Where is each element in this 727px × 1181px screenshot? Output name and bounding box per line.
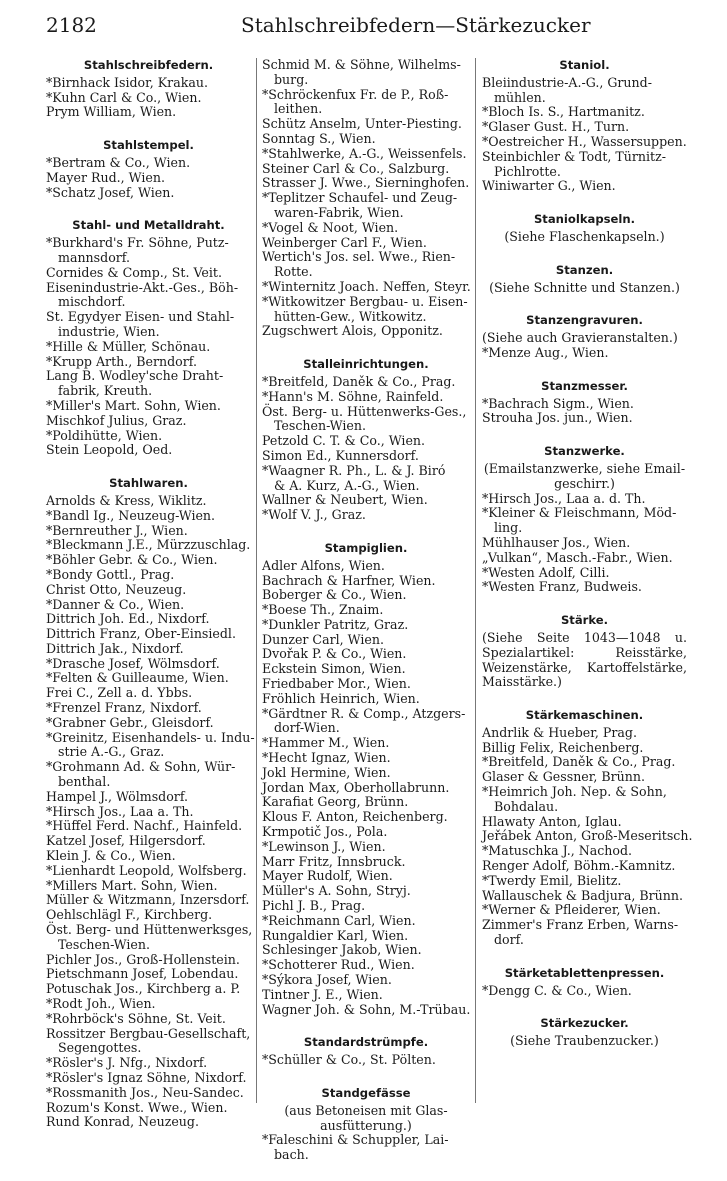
directory-entry: Tintner J. E., Wien. xyxy=(262,986,383,1002)
section-note: (Siehe Traubenzucker.) xyxy=(510,1033,659,1049)
directory-entry: Boberger & Co., Wien. xyxy=(262,587,407,603)
directory-section xyxy=(46,58,251,120)
directory-entry: Dittrich Jak., Nixdorf. xyxy=(46,640,184,656)
directory-entry: Rozum's Konst. Wwe., Wien. xyxy=(46,1099,228,1115)
directory-entry: Pichl J. B., Prag. xyxy=(262,898,366,914)
section-heading: Stärketablettenpressen. xyxy=(504,965,665,980)
directory-entry: Weinberger Carl F., Wien. xyxy=(262,234,427,250)
directory-entry: Strasser J. Wwe., Sierninghofen. xyxy=(262,175,470,191)
directory-section xyxy=(482,313,687,360)
section-heading: Stanzengravuren. xyxy=(526,313,643,328)
directory-entry: Hlawaty Anton, Iglau. xyxy=(482,813,622,829)
directory-entry: Mayer Rudolf, Wien. xyxy=(262,868,393,884)
directory-entry: *Burkhard's Fr. Söhne, Putz- mannsdorf. xyxy=(46,235,229,265)
directory-entry: *Dengg C. & Co., Wien. xyxy=(482,982,632,998)
directory-entry: *Bondy Gottl., Prag. xyxy=(46,566,175,582)
directory-entry: Krmpotič Jos., Pola. xyxy=(262,824,388,840)
directory-entry: *Wolf V. J., Graz. xyxy=(262,507,366,523)
directory-entry: Öst. Berg- und Hüttenwerksges, Teschen-Wien. xyxy=(46,922,253,952)
directory-entry: *Schüller & Co., St. Pölten. xyxy=(262,1052,436,1068)
directory-entry: Christ Otto, Neuzeug. xyxy=(46,581,187,597)
directory-entry: *Rossmanith Jos., Neu-Sandec. xyxy=(46,1084,244,1100)
directory-section xyxy=(482,379,687,426)
directory-entry: Stein Leopold, Oed. xyxy=(46,442,173,458)
directory-entry: Müller & Witzmann, Inzersdorf. xyxy=(46,892,250,908)
directory-entry: Klous F. Anton, Reichenberg. xyxy=(262,809,448,825)
directory-entry: *Rodt Joh., Wien. xyxy=(46,996,156,1012)
directory-entry: *Bernreuther J., Wien. xyxy=(46,522,188,538)
section-heading: Stanzwerke. xyxy=(544,444,625,459)
section-note: (Siehe Schnitte und Stanzen.) xyxy=(489,279,680,295)
directory-entry: Mayer Rud., Wien. xyxy=(46,169,165,185)
directory-entry: Rungaldier Karl, Wien. xyxy=(262,927,409,943)
directory-entry: Petzold C. T. & Co., Wien. xyxy=(262,433,426,449)
directory-entry: Sonntag S., Wien. xyxy=(262,130,376,146)
directory-entry: *Grabner Gebr., Gleisdorf. xyxy=(46,714,214,730)
directory-entry: *Hüffel Ferd. Nachf., Hainfeld. xyxy=(46,818,243,834)
directory-section xyxy=(482,212,687,245)
directory-entry: Lang B. Wodley'sche Draht- fabrik, Kreuth. xyxy=(46,368,224,399)
directory-entry: *Gärdtner R. & Comp., Atzgers- dorf-Wien. xyxy=(262,705,466,736)
directory-entry: Bleiindustrie-A.-G., Grund- mühlen. xyxy=(482,74,652,105)
directory-entry: *Breitfeld, Daněk & Co., Prag. xyxy=(482,754,676,770)
directory-entry: *Werner & Pfleiderer, Wien. xyxy=(482,902,661,918)
section-heading: Standardstrümpfe. xyxy=(303,1035,429,1050)
directory-entry: Strouha Jos. jun., Wien. xyxy=(482,410,633,426)
directory-entry: Marr Fritz, Innsbruck. xyxy=(262,853,406,869)
directory-entry: Müller's A. Sohn, Stryj. xyxy=(262,883,411,899)
directory-entry: Potuschak Jos., Kirchberg a. P. xyxy=(46,981,241,997)
directory-entry: *Westen Adolf, Cilli. xyxy=(482,564,610,580)
directory-entry: *Danner & Co., Wien. xyxy=(46,596,185,612)
directory-entry: *Greinitz, Eisenhandels- u. Indu- strie A.-G., Graz. xyxy=(46,729,255,760)
directory-entry: Zimmer's Franz Erben, Warns- dorf. xyxy=(482,917,679,948)
section-note: (Siehe Flaschenkapseln.) xyxy=(504,228,665,244)
directory-entry: *Krupp Arth., Berndorf. xyxy=(46,353,197,369)
directory-entry: Katzel Josef, Hilgersdorf. xyxy=(46,833,206,849)
directory-entry: Andrlik & Hueber, Prag. xyxy=(482,724,637,740)
directory-section xyxy=(262,1035,470,1068)
directory-entry: *Miller's Mart. Sohn, Wien. xyxy=(46,397,221,413)
directory-section xyxy=(482,58,687,194)
directory-entry: *Felten & Guilleaume, Wien. xyxy=(46,670,229,686)
directory-entry: Friedbaber Mor., Wien. xyxy=(262,676,411,692)
section-heading: Staniol. xyxy=(559,58,610,72)
section-note: (aus Betoneisen mit Glas- ausfütterung.) xyxy=(284,1102,448,1133)
directory-entry: *Westen Franz, Budweis. xyxy=(482,579,642,595)
directory-section xyxy=(262,357,470,523)
column-3 xyxy=(482,58,693,1067)
directory-section xyxy=(482,444,687,595)
section-heading: Stanzen. xyxy=(555,262,614,277)
directory-section xyxy=(262,1086,470,1163)
section-heading: Stampiglien. xyxy=(324,540,408,555)
directory-entry: Dittrich Joh. Ed., Nixdorf. xyxy=(46,611,210,627)
directory-entry: Schlesinger Jakob, Wien. xyxy=(262,942,422,958)
directory-entry: Wallauschek & Badjura, Brünn. xyxy=(482,887,683,903)
directory-entry: *Reichmann Carl, Wien. xyxy=(262,912,416,928)
directory-entry: *Grohmann Ad. & Sohn, Wür- benthal. xyxy=(46,759,236,790)
directory-entry: *Hirsch Jos., Laa a. Th. xyxy=(46,803,194,819)
directory-section xyxy=(482,966,687,999)
directory-entry: *Stahlwerke, A.-G., Weissenfels. xyxy=(262,145,467,161)
directory-entry: *Matuschka J., Nachod. xyxy=(482,843,633,859)
directory-entry: *Schröckenfux Fr. de P., Roß- leithen. xyxy=(262,86,449,117)
directory-entry: Wallner & Neubert, Wien. xyxy=(262,492,428,508)
directory-entry: *Bleckmann J.E., Mürzzuschlag. xyxy=(46,537,251,553)
directory-entry: *Bloch Is. S., Hartmanitz. xyxy=(482,104,645,120)
directory-entry: *Hecht Ignaz, Wien. xyxy=(262,750,391,766)
directory-entry: Mischkof Julius, Graz. xyxy=(46,412,187,428)
directory-entry: *Hirsch Jos., Laa a. d. Th. xyxy=(482,490,646,506)
directory-entry: *Hann's M. Söhne, Rainfeld. xyxy=(262,388,444,404)
section-heading: Standgefässe xyxy=(321,1086,411,1100)
directory-entry: *Breitfeld, Daněk & Co., Prag. xyxy=(262,373,456,389)
directory-entry: *Witkowitzer Bergbau- u. Eisen- hütten-Gew., Witkowitz. xyxy=(262,293,468,324)
directory-entry: *Glaser Gust. H., Turn. xyxy=(482,119,630,135)
directory-entry: *Millers Mart. Sohn, Wien. xyxy=(46,877,218,893)
directory-entry: *Schatz Josef, Wien. xyxy=(46,184,175,200)
section-heading: Stahl- und Metalldraht. xyxy=(72,218,225,233)
directory-entry: Eisenindustrie-Akt.-Ges., Böh- mischdorf. xyxy=(46,279,239,310)
directory-entry: *Dunkler Patritz, Graz. xyxy=(262,616,409,632)
directory-entry: Prym William, Wien. xyxy=(46,104,177,120)
directory-entry: *Oestreicher H., Wassersuppen. xyxy=(482,133,687,149)
directory-entry: *Rösler's Ignaz Söhne, Nixdorf. xyxy=(46,1070,247,1085)
directory-entry: *Kleiner & Fleischmann, Möd- ling. xyxy=(482,505,677,536)
directory-entry: Simon Ed., Kunnersdorf. xyxy=(262,447,419,463)
directory-section xyxy=(482,263,687,296)
directory-entry: *Teplitzer Schaufel- und Zeug- waren-Fabrik, Wien. xyxy=(262,190,458,220)
directory-entry: *Schotterer Rud., Wien. xyxy=(262,957,415,973)
directory-entry: *Kuhn Carl & Co., Wien. xyxy=(46,89,202,105)
directory-entry: *Rösler's J. Nfg., Nixdorf. xyxy=(46,1055,208,1071)
directory-entry: Eckstein Simon, Wien. xyxy=(262,661,406,677)
directory-entry: *Rohrböck's Söhne, St. Veit. xyxy=(46,1010,226,1026)
directory-entry: *Boese Th., Znaim. xyxy=(262,602,384,618)
section-heading: Stärkemaschinen. xyxy=(525,708,644,723)
column-divider xyxy=(475,58,476,1103)
directory-entry: Cornides & Comp., St. Veit. xyxy=(46,264,222,280)
directory-entry: *Sýkora Josef, Wien. xyxy=(262,972,392,988)
directory-entry: Karafiat Georg, Brünn. xyxy=(262,794,409,810)
directory-entry: Wertich's Jos. sel. Wwe., Rien- Rotte. xyxy=(262,249,456,280)
directory-entry: Winiwarter G., Wien. xyxy=(482,178,616,194)
directory-entry: *Hammer M., Wien. xyxy=(262,735,390,751)
directory-entry: *Winternitz Joach. Neffen, Steyr. xyxy=(262,278,471,294)
directory-entry: *Böhler Gebr. & Co., Wien. xyxy=(46,552,218,568)
directory-entry: Dvořak P. & Co., Wien. xyxy=(262,646,407,662)
directory-entry: Klein J. & Co., Wien. xyxy=(46,848,176,864)
section-heading: Staniolkapseln. xyxy=(533,212,636,227)
directory-entry: *Drasche Josef, Wölmsdorf. xyxy=(46,655,220,671)
directory-entry: *Waagner R. Ph., L. & J. Biró & A. Kurz, A.-G., Wien. xyxy=(262,462,446,493)
directory-entry: Rund Konrad, Neuzeug. xyxy=(46,1114,199,1130)
directory-entry: *Vogel & Noot, Wien. xyxy=(262,219,399,235)
directory-entry: Jokl Hermine, Wien. xyxy=(262,764,391,780)
directory-entry: Wagner Joh. & Sohn, M.-Trübau. xyxy=(262,1001,471,1017)
directory-section xyxy=(482,613,687,690)
directory-entry: *Twerdy Emil, Bielitz. xyxy=(482,872,622,888)
directory-entry: *Lienhardt Leopold, Wolfsberg. xyxy=(46,862,247,878)
directory-entry: *Bachrach Sigm., Wien. xyxy=(482,395,634,411)
page-title: Stahlschreibfedern—Stärkezucker xyxy=(241,13,591,37)
directory-entry: Rossitzer Bergbau-Gesellschaft, Segengottes. xyxy=(46,1025,251,1056)
directory-entry: Pietschmann Josef, Lobendau. xyxy=(46,966,239,982)
directory-entry: Öst. Berg- u. Hüttenwerks-Ges., Teschen-Wien. xyxy=(262,403,467,434)
directory-section xyxy=(482,1016,687,1049)
directory-section xyxy=(46,476,255,1130)
section-heading: Stärkezucker. xyxy=(540,1016,629,1031)
directory-entry: Dunzer Carl, Wien. xyxy=(262,631,384,647)
directory-entry: Hampel J., Wölmsdorf. xyxy=(46,788,189,804)
directory-entry: *Bertram & Co., Wien. xyxy=(46,154,191,170)
directory-entry: *Frenzel Franz, Nixdorf. xyxy=(46,700,202,716)
directory-section xyxy=(262,541,470,1018)
directory-entry: *Hille & Müller, Schönau. xyxy=(46,338,211,354)
section-heading: Stahlwaren. xyxy=(109,476,188,491)
directory-section xyxy=(482,708,693,948)
column-1 xyxy=(46,58,255,1148)
directory-entry: *Faleschini & Schuppler, Lai- bach. xyxy=(262,1132,449,1163)
directory-entry: St. Egydyer Eisen- und Stahl- industrie, Wien. xyxy=(46,309,235,339)
directory-entry: Steiner Carl & Co., Salzburg. xyxy=(262,160,450,176)
directory-section xyxy=(262,58,470,339)
directory-entry: *Bandl Ig., Neuzeug-Wien. xyxy=(46,507,216,523)
directory-entry: *Birnhack Isidor, Krakau. xyxy=(46,74,208,90)
section-heading: Stärke. xyxy=(560,613,609,628)
directory-entry: Billig Felix, Reichenberg. xyxy=(482,739,644,755)
directory-entry: Frei C., Zell a. d. Ybbs. xyxy=(46,685,193,701)
section-heading: Stanzmesser. xyxy=(541,378,628,393)
directory-section xyxy=(46,138,251,200)
directory-entry: Zugschwert Alois, Opponitz. xyxy=(262,323,443,339)
directory-entry: Renger Adolf, Böhm.-Kamnitz. xyxy=(482,858,676,874)
directory-section xyxy=(46,218,251,458)
section-heading: Stahlstempel. xyxy=(103,138,194,153)
directory-entry: Schmid M. & Söhne, Wilhelms- burg. xyxy=(262,57,461,87)
directory-entry: (Siehe auch Gravieranstalten.) xyxy=(482,330,678,346)
directory-entry: *Menze Aug., Wien. xyxy=(482,344,609,360)
directory-entry: *Heimrich Joh. Nep. & Sohn, Bohdalau. xyxy=(482,784,667,814)
column-divider xyxy=(256,58,257,1103)
directory-entry: Oehlschlägl F., Kirchberg. xyxy=(46,907,213,923)
directory-entry: Adler Alfons, Wien. xyxy=(262,557,385,573)
section-heading: Stahlschreibfedern. xyxy=(83,58,214,72)
directory-entry: Schütz Anselm, Unter-Piesting. xyxy=(262,116,462,132)
directory-entry: *Lewinson J., Wien. xyxy=(262,838,386,854)
directory-entry: „Vulkan“, Masch.-Fabr., Wien. xyxy=(482,549,673,565)
directory-entry: Bachrach & Harfner, Wien. xyxy=(262,572,436,588)
section-note: (Siehe Seite 1043—1048 u. Spezialartikel: Reisstärke, Weizenstärke, Kartoffelstärke, Maisstärke.) xyxy=(482,629,687,690)
directory-entry: Dittrich Franz, Ober-Einsiedl. xyxy=(46,626,236,642)
section-note: (Emailstanzwerke, siehe Email- geschirr.) xyxy=(483,460,686,491)
directory-entry: Mühlhauser Jos., Wien. xyxy=(482,534,631,550)
page-header xyxy=(0,13,727,43)
directory-entry: Steinbichler & Todt, Türnitz- Pichlrotte. xyxy=(482,148,667,179)
directory-entry: Glaser & Gessner, Brünn. xyxy=(482,769,646,785)
column-2 xyxy=(262,58,470,1181)
directory-entry: Pichler Jos., Groß-Hollenstein. xyxy=(46,951,240,967)
directory-entry: Jeřábek Anton, Groß-Meseritsch. xyxy=(482,828,693,844)
directory-entry: *Poldihütte, Wien. xyxy=(46,427,163,443)
page-number: 2182 xyxy=(46,13,97,37)
directory-entry: Fröhlich Heinrich, Wien. xyxy=(262,690,420,706)
directory-entry: Jordan Max, Oberhollabrunn. xyxy=(262,779,450,795)
directory-entry: Arnolds & Kress, Wiklitz. xyxy=(46,492,207,508)
section-heading: Stalleinrichtungen. xyxy=(303,357,429,372)
